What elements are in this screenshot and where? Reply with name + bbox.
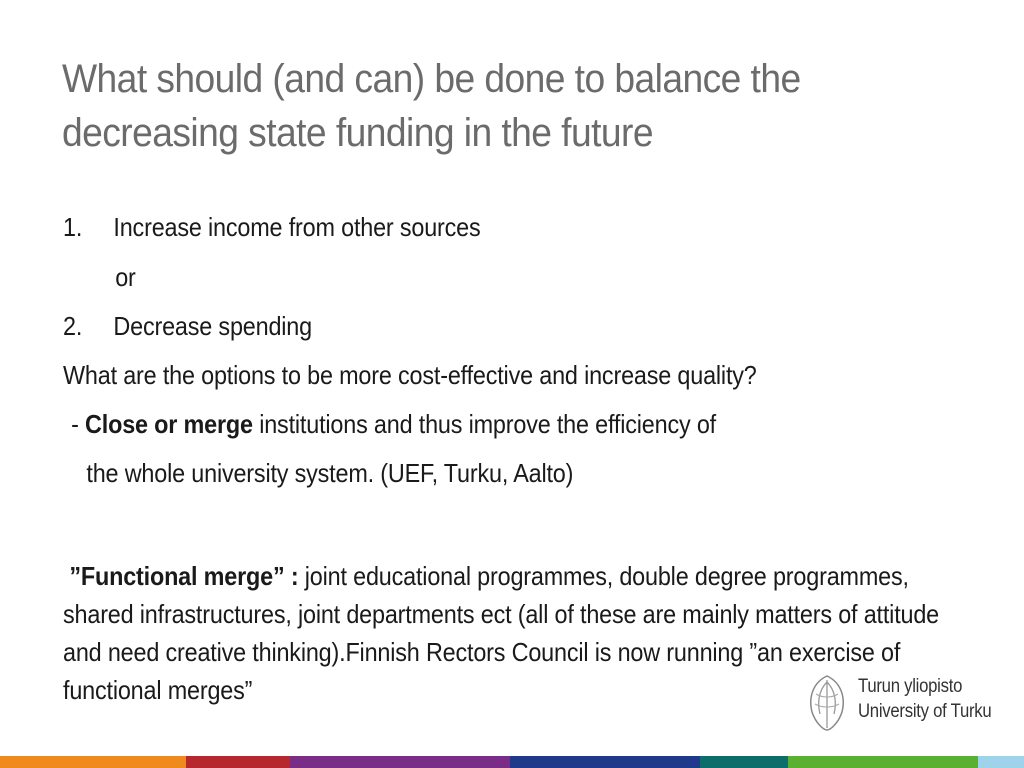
list-item-2 <box>63 311 312 342</box>
functional-merge-text: joint educational programmes, double degree programmes, shared infrastructures, joint departments ect (all of these are mainly matters of attitude and need creative thinking).Finnish Rectors Council is now running ”an exercise of functional merges” <box>63 561 940 705</box>
logo-text <box>858 674 991 724</box>
functional-merge-bold: ”Functional merge” : <box>69 561 299 591</box>
dash: - <box>71 409 86 439</box>
slide-title: What should (and can) be done to balance the decreasing state funding in the future <box>62 57 801 155</box>
color-segment <box>700 756 788 768</box>
list-text: Decrease spending <box>113 311 312 341</box>
list-number: 1. <box>63 212 83 242</box>
close-merge-bold: Close or merge <box>85 409 253 439</box>
color-segment <box>510 756 700 768</box>
question-text: What are the options to be more cost-effective and increase quality? <box>63 360 757 390</box>
close-merge-line <box>71 409 716 440</box>
list-number: 2. <box>63 311 83 341</box>
color-segment <box>788 756 978 768</box>
color-segment <box>290 756 510 768</box>
color-segment <box>186 756 290 768</box>
or-text: or <box>115 262 136 292</box>
color-segment <box>0 756 186 768</box>
footer-color-bar <box>0 756 1024 768</box>
logo-line-finnish: Turun yliopisto <box>858 676 963 697</box>
close-merge-line2: the whole university system. (UEF, Turku, Aalto) <box>86 458 574 488</box>
logo-line-english: University of Turku <box>858 701 992 722</box>
list-text: Increase income from other sources <box>113 212 481 242</box>
close-merge-rest: institutions and thus improve the efficiency of <box>252 409 716 439</box>
list-item-1 <box>63 212 481 243</box>
university-logo <box>800 672 1010 732</box>
color-segment <box>978 756 1024 768</box>
torch-emblem-icon <box>800 672 854 732</box>
